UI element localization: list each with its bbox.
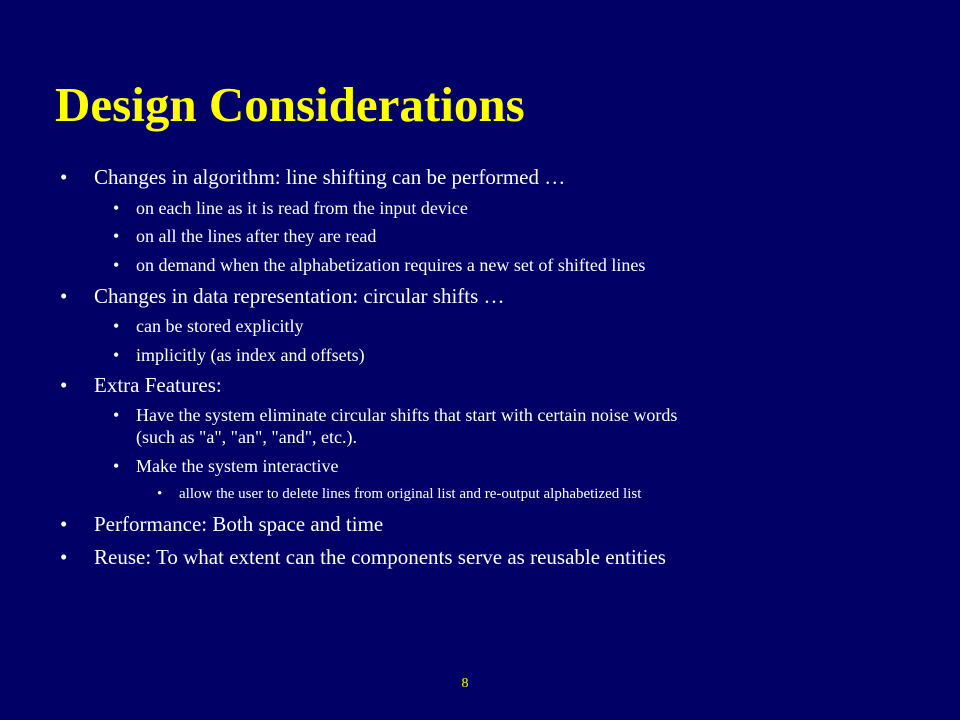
bullet-text: Reuse: To what extent can the components serve as reusable entities [94,545,666,569]
bullet-text: Changes in algorithm: line shifting can be performed … [94,165,566,189]
bullet-icon: • [113,226,120,246]
slide-title: Design Considerations [55,77,525,132]
sub-bullet-item [113,255,645,276]
bullet-text: Performance: Both space and time [94,512,384,536]
bullet-text: on all the lines after they are read [136,226,377,246]
bullet-item [60,165,565,189]
bullet-text: on each line as it is read from the input device [136,198,468,218]
bullet-icon: • [60,373,68,397]
bullet-icon: • [113,345,120,365]
bullet-icon: • [113,198,120,218]
bullet-item [60,545,666,569]
sub-bullet-item [113,456,338,477]
bullet-icon: • [113,255,120,275]
bullet-text: on demand when the alphabetization requires a new set of shifted lines [136,255,646,275]
bullet-icon: • [113,456,120,476]
sub-bullet-continuation [113,427,357,448]
bullet-item [60,512,383,536]
page-number: 8 [461,676,469,691]
sub-bullet-item [113,405,677,426]
bullet-icon: • [157,486,163,502]
bullet-text: Changes in data representation: circular shifts … [94,284,505,308]
bullet-text: Have the system eliminate circular shifts that start with certain noise words [136,405,678,425]
bullet-text: implicitly (as index and offsets) [136,345,365,365]
sub-bullet-item [113,316,303,337]
bullet-text: Make the system interactive [136,456,339,476]
bullet-icon: • [60,284,68,308]
sub-bullet-item [113,226,376,247]
sub-bullet-item [113,345,365,366]
bullet-item [60,373,222,397]
bullet-text: can be stored explicitly [136,316,304,336]
bullet-text: (such as "a", "an", "and", etc.). [136,427,358,447]
bullet-text: Extra Features: [94,373,222,397]
bullet-icon: • [60,165,68,189]
bullet-icon: • [60,545,68,569]
bullet-text: allow the user to delete lines from original list and re-output alphabetized list [179,486,642,502]
sub-bullet-item [113,198,468,219]
bullet-icon: • [60,512,68,536]
sub-sub-bullet-item [157,485,641,503]
bullet-item [60,284,505,308]
bullet-icon: • [113,316,120,336]
bullet-icon: • [113,405,120,425]
